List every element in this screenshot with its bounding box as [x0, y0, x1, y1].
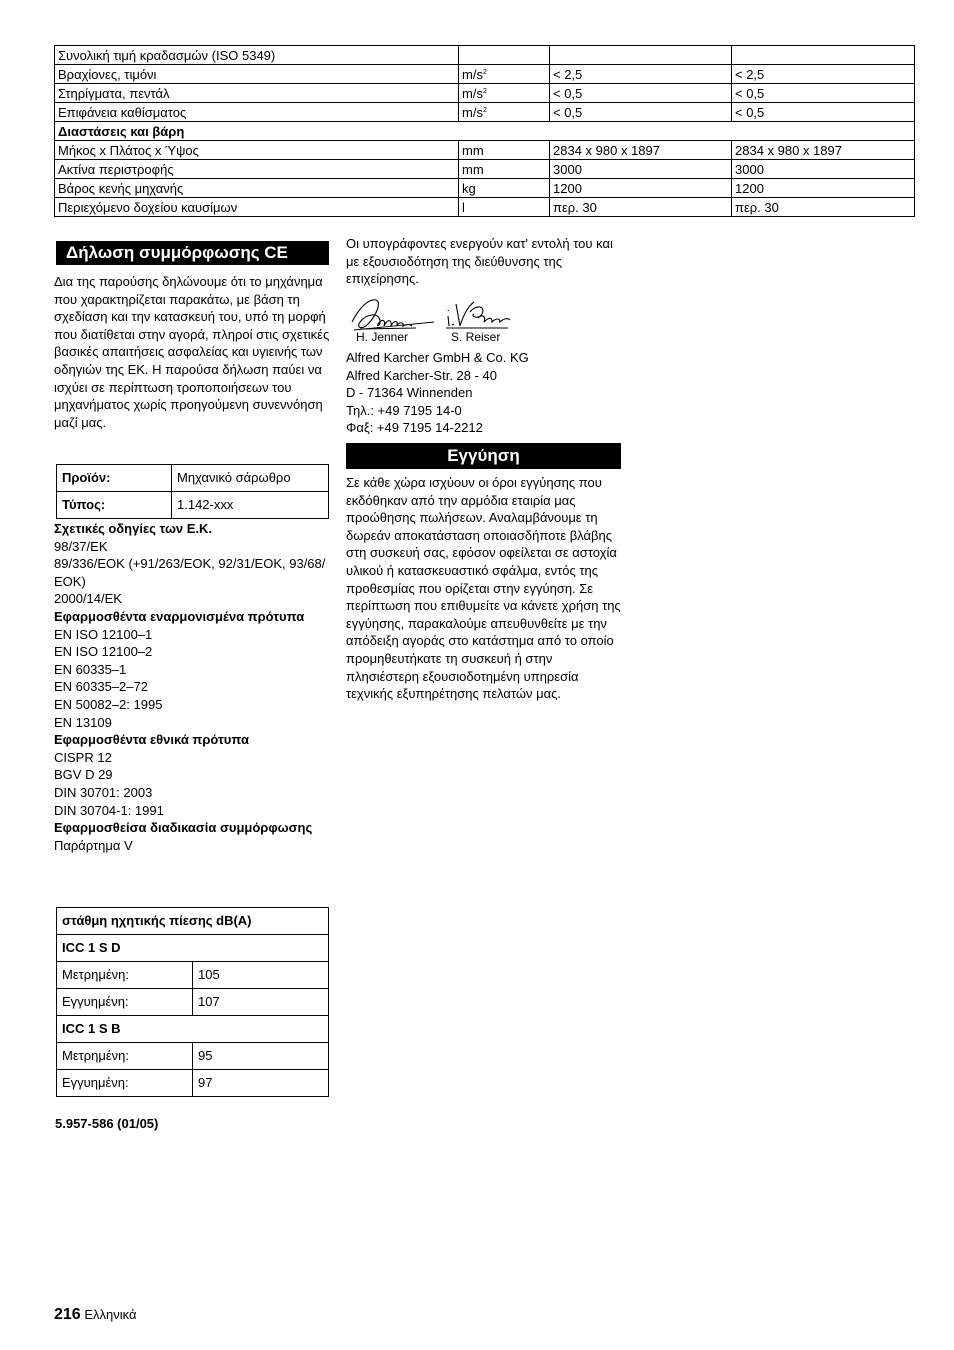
directive-item: Παράρτημα V: [54, 837, 133, 853]
technical-data-table: [54, 45, 915, 217]
sound-model-row: [57, 935, 329, 962]
spec-unit-text: kg: [462, 180, 476, 196]
applied-directives-list: [54, 520, 334, 854]
spec-unit: [459, 84, 550, 103]
document-number: 5.957-586 (01/05): [55, 1116, 159, 1131]
spec-section-heading: Διαστάσεις και βάρη: [55, 122, 915, 141]
spec-unit-exponent: 2: [482, 106, 487, 114]
spec-row: [55, 84, 915, 103]
spec-value-model-1: 1200: [550, 179, 732, 198]
signatures-graphic: [346, 292, 521, 346]
spec-label: Βάρος κενής μηχανής: [55, 179, 459, 198]
spec-value-model-2: 1200: [732, 179, 915, 198]
page-footer: [54, 1306, 136, 1324]
sound-measured-row: [57, 1043, 329, 1070]
sound-measured-label: Μετρημένη:: [57, 1043, 193, 1070]
sound-pressure-table: [56, 907, 329, 1097]
spec-unit-text: l: [462, 199, 465, 215]
spec-label: Επιφάνεια καθίσματος: [55, 103, 459, 122]
directive-item: EN 60335–1: [54, 661, 127, 677]
sound-header: στάθμη ηχητικής πίεσης dB(A): [57, 908, 329, 935]
spec-label: Περιεχόμενο δοχείου καυσίμων: [55, 198, 459, 217]
sound-measured-row: [57, 962, 329, 989]
spec-value-model-2: 2834 x 980 x 1897: [732, 141, 915, 160]
directive-heading: Εφαρμοσθέντα εναρμονισμένα πρότυπα: [54, 608, 305, 624]
spec-value-model-2: < 2,5: [732, 65, 915, 84]
signer-name-jenner: H. Jenner: [356, 330, 409, 344]
spec-unit: [459, 160, 550, 179]
sound-model-row: [57, 1016, 329, 1043]
page-number: 216: [54, 1306, 81, 1323]
directive-heading: Εφαρμοσθείσα διαδικασία συμμόρφωσης: [54, 820, 313, 836]
company-address-line: D - 71364 Winnenden: [346, 385, 473, 401]
spec-unit-text: m/s: [462, 104, 483, 120]
spec-row: [55, 179, 915, 198]
spec-unit-text: mm: [462, 161, 484, 177]
spec-unit-exponent: 2: [482, 87, 487, 95]
spec-row: [55, 141, 915, 160]
spec-value-model-1: 3000: [550, 160, 732, 179]
spec-value-model-2: < 0,5: [732, 103, 915, 122]
technical-data-body: [55, 46, 915, 217]
warranty-text: Σε κάθε χώρα ισχύουν οι όροι εγγύησης που εκδόθηκαν από την αρμόδια εταιρία μας προώθησης πωλήσεων. Αναλαμβάνουμε τη δωρεάν αποκατάσταση οποιασδήποτε βλάβης στη συσκευή σας, εφόσον οφείλεται σε αστοχία υλικού ή κατασκευαστικό σφάλμα, εντός της προθεσμίας που ορίζεται στην εγγύηση. Σε περίπτωση που επιθυμείτε να κάνετε χρήση της εγγύησης, παρακαλούμε απευθυνθείτε με την απόδειξη αγοράς στο κατάστημα από το οποίο προμηθευτήκατε τη συσκευή ή στην πλησιέστερη εξουσιοδοτημένη υπηρεσία τεχνικής εξυπηρέτησης πελατών μας.: [346, 475, 621, 702]
directive-item: 2000/14/ΕΚ: [54, 591, 122, 607]
company-address-line: Τηλ.: +49 7195 14-0: [346, 402, 462, 418]
type-value: 1.142-xxx: [172, 492, 329, 519]
company-address-line: Alfred Karcher-Str. 28 - 40: [346, 367, 498, 383]
spec-value-model-1: περ. 30: [550, 198, 732, 217]
signer-name-reiser: S. Reiser: [451, 330, 501, 344]
type-label: Τύπος:: [57, 492, 172, 519]
spec-row: [55, 103, 915, 122]
product-value: Μηχανικό σάρωθρο: [172, 465, 329, 492]
spec-label: Συνολική τιμή κραδασμών (ISO 5349): [55, 46, 459, 65]
company-address-line: Φαξ: +49 7195 14-2212: [346, 420, 483, 436]
spec-unit-text: mm: [462, 142, 484, 158]
directive-item: CISPR 12: [54, 749, 112, 765]
spec-unit: [459, 65, 550, 84]
sound-guaranteed-row: [57, 1070, 329, 1097]
directive-item: DIN 30701: 2003: [54, 784, 153, 800]
directive-item: EN ISO 12100–2: [54, 644, 153, 660]
spec-value-model-1: [550, 46, 732, 65]
product-row: [57, 465, 329, 492]
spec-row: [55, 46, 915, 65]
product-info-table: [56, 464, 329, 519]
directive-item: EN 60335–2–72: [54, 679, 148, 695]
signers-note: Οι υπογράφοντες ενεργούν κατ' εντολή του και με εξουσιοδότηση της διεύθυνσης της επιχείρησης.: [346, 236, 613, 287]
spec-row: [55, 122, 915, 141]
directive-item: EN ISO 12100–1: [54, 626, 153, 642]
warranty-heading: Εγγύηση: [346, 443, 621, 469]
spec-unit-exponent: 2: [482, 68, 487, 76]
spec-value-model-2: < 0,5: [732, 84, 915, 103]
sound-guaranteed-label: Εγγυημένη:: [57, 1070, 193, 1097]
directive-heading: Εφαρμοσθέντα εθνικά πρότυπα: [54, 732, 249, 748]
spec-value-model-1: 2834 x 980 x 1897: [550, 141, 732, 160]
sound-guaranteed-value: 97: [193, 1070, 329, 1097]
sound-measured-value: 95: [193, 1043, 329, 1070]
spec-unit: [459, 198, 550, 217]
directive-item: 98/37/ΕΚ: [54, 538, 108, 554]
ce-declaration-intro: Δια της παρούσης δηλώνουμε ότι το μηχάνημα που χαρακτηρίζεται παρακάτω, με βάση τη σχεδίαση και την κατασκευή του, υπό τη μορφή που διατίθεται στην αγορά, πληροί στις σχετικές βασικές απαιτήσεις ασφαλείας και υγιεινής των οδηγιών της ΕΚ. Η παρούσα δήλωση παύει να ισχύει σε περίπτωση τροποποιήσεων του μηχανήματος χωρίς προηγούμενη συνεννόηση μαζί μας.: [54, 274, 330, 430]
sound-measured-value: 105: [193, 962, 329, 989]
spec-label: Ακτίνα περιστροφής: [55, 160, 459, 179]
sound-model-name: ICC 1 S D: [57, 935, 329, 962]
product-label: Προϊόν:: [57, 465, 172, 492]
spec-value-model-1: < 2,5: [550, 65, 732, 84]
sound-guaranteed-label: Εγγυημένη:: [57, 989, 193, 1016]
sound-guaranteed-row: [57, 989, 329, 1016]
directive-item: DIN 30704-1: 1991: [54, 802, 164, 818]
spec-row: [55, 65, 915, 84]
ce-declaration-heading: Δήλωση συμμόρφωσης CE: [56, 241, 329, 265]
directive-item: EN 13109: [54, 714, 112, 730]
spec-label: Στηρίγματα, πεντάλ: [55, 84, 459, 103]
spec-unit: [459, 141, 550, 160]
sound-model-name: ICC 1 S B: [57, 1016, 329, 1043]
type-row: [57, 492, 329, 519]
spec-value-model-2: [732, 46, 915, 65]
spec-unit-text: m/s: [462, 85, 483, 101]
sound-header-row: [57, 908, 329, 935]
spec-unit: [459, 179, 550, 198]
page-language: Ελληνικά: [84, 1307, 137, 1322]
company-address-line: Alfred Karcher GmbH & Co. KG: [346, 350, 529, 365]
directive-heading: Σχετικές οδηγίες των Ε.Κ.: [54, 521, 213, 536]
spec-value-model-2: περ. 30: [732, 198, 915, 217]
company-address: [346, 349, 626, 437]
spec-label: Βραχίονες, τιμόνι: [55, 65, 459, 84]
spec-unit: [459, 103, 550, 122]
spec-label: Μήκος x Πλάτος x Ύψος: [55, 141, 459, 160]
signatures-block: [346, 292, 521, 346]
spec-row: [55, 198, 915, 217]
spec-value-model-1: < 0,5: [550, 103, 732, 122]
directive-item: EN 50082–2: 1995: [54, 696, 163, 712]
sound-measured-label: Μετρημένη:: [57, 962, 193, 989]
spec-row: [55, 160, 915, 179]
sound-pressure-body: [57, 908, 329, 1097]
spec-value-model-2: 3000: [732, 160, 915, 179]
spec-unit-text: m/s: [462, 66, 483, 82]
spec-unit: [459, 46, 550, 65]
spec-value-model-1: < 0,5: [550, 84, 732, 103]
directive-item: BGV D 29: [54, 767, 113, 783]
directive-item: 89/336/ΕΟΚ (+91/263/ΕΟΚ, 92/31/ΕΟΚ, 93/68/ΕΟΚ): [54, 556, 326, 589]
sound-guaranteed-value: 107: [193, 989, 329, 1016]
signature-reiser: [448, 302, 510, 326]
